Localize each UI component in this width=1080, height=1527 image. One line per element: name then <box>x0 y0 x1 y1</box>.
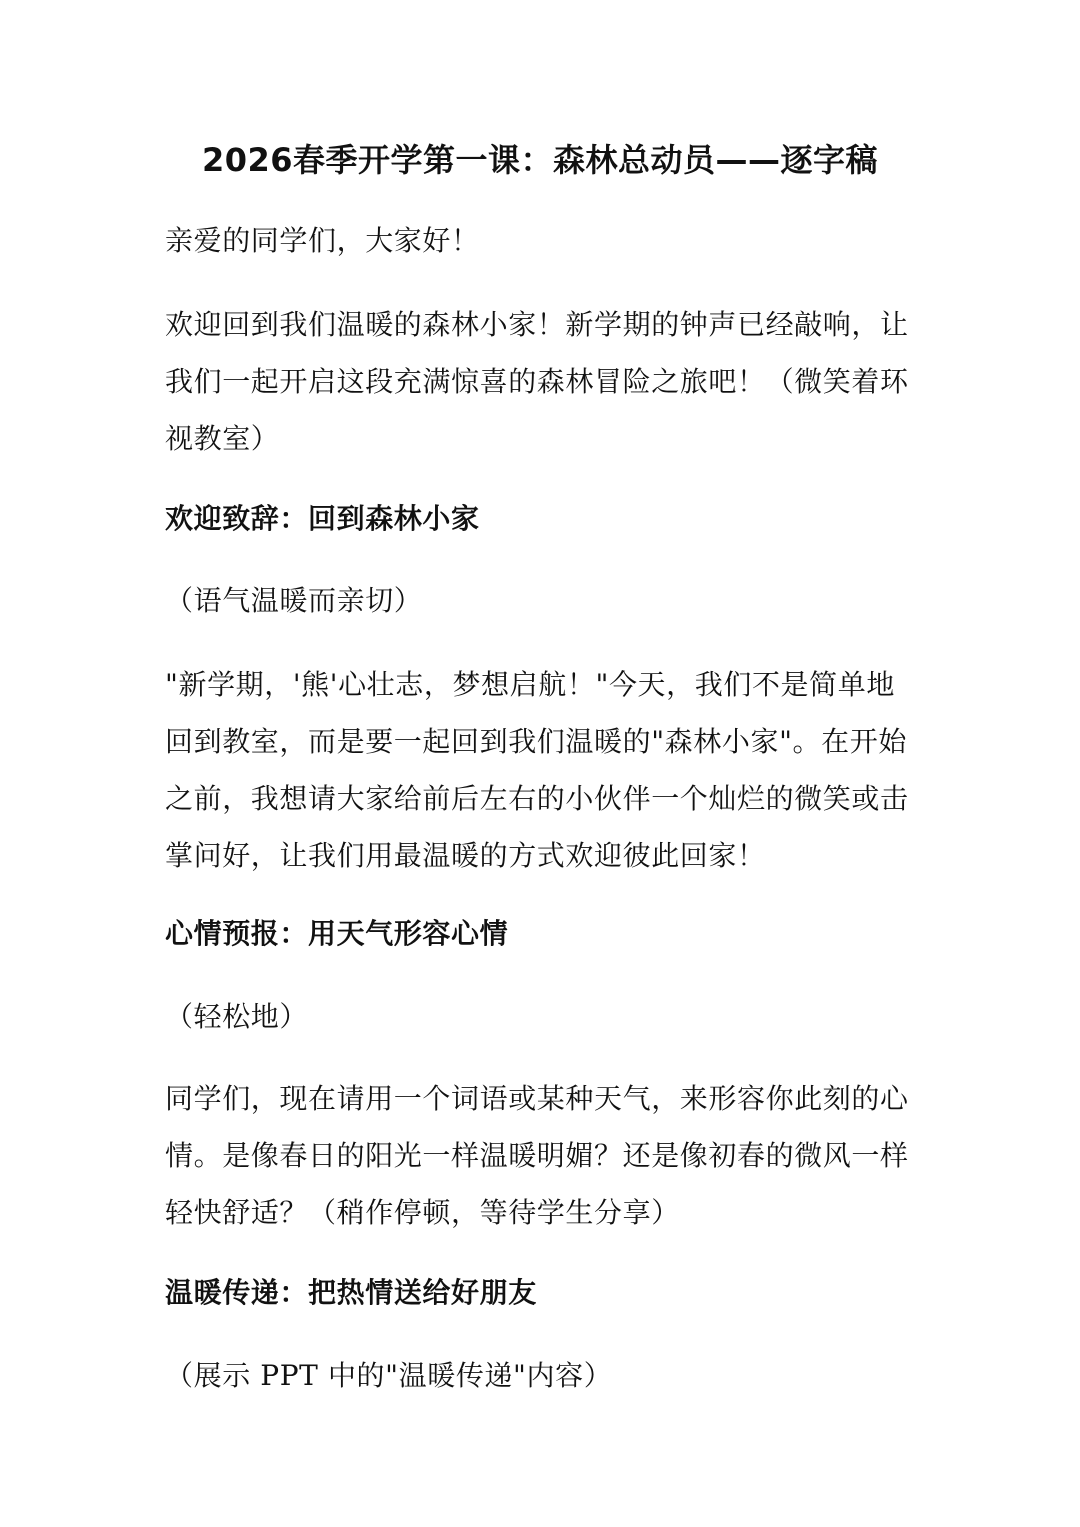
stage-direction-warmth: （展示 PPT 中的"温暖传递"内容） <box>165 1359 613 1392</box>
stage-direction-welcome: （语气温暖而亲切） <box>165 584 423 617</box>
stage-direction-mood: （轻松地） <box>165 1000 309 1033</box>
section-heading-warmth: 温暖传递：把热情送给好朋友 <box>165 1276 537 1309</box>
document-title: 2026春季开学第一课：森林总动员——逐字稿 <box>201 141 879 179</box>
section-body-mood: 同学们，现在请用一个词语或某种天气，来形容你此刻的心情。是像春日的阳光一样温暖明媚？还是像初春的微风一样轻快舒适？（稍作停顿，等待学生分享） <box>165 1082 909 1229</box>
intro-paragraph: 欢迎回到我们温暖的森林小家！新学期的钟声已经敲响，让我们一起开启这段充满惊喜的森林冒险之旅吧！（微笑着环视教室） <box>165 308 909 455</box>
section-heading-mood: 心情预报：用天气形容心情 <box>165 917 509 950</box>
greeting-paragraph: 亲爱的同学们，大家好！ <box>165 224 480 257</box>
section-body-welcome: "新学期，'熊'心壮志，梦想启航！"今天，我们不是简单地回到教室，而是要一起回到我们温暖的"森林小家"。在开始之前，我想请大家给前后左右的小伙伴一个灿烂的微笑或击掌问好，让我们用最温暖的方式欢迎彼此回家！ <box>165 668 909 872</box>
section-heading-welcome: 欢迎致辞：回到森林小家 <box>165 502 480 535</box>
